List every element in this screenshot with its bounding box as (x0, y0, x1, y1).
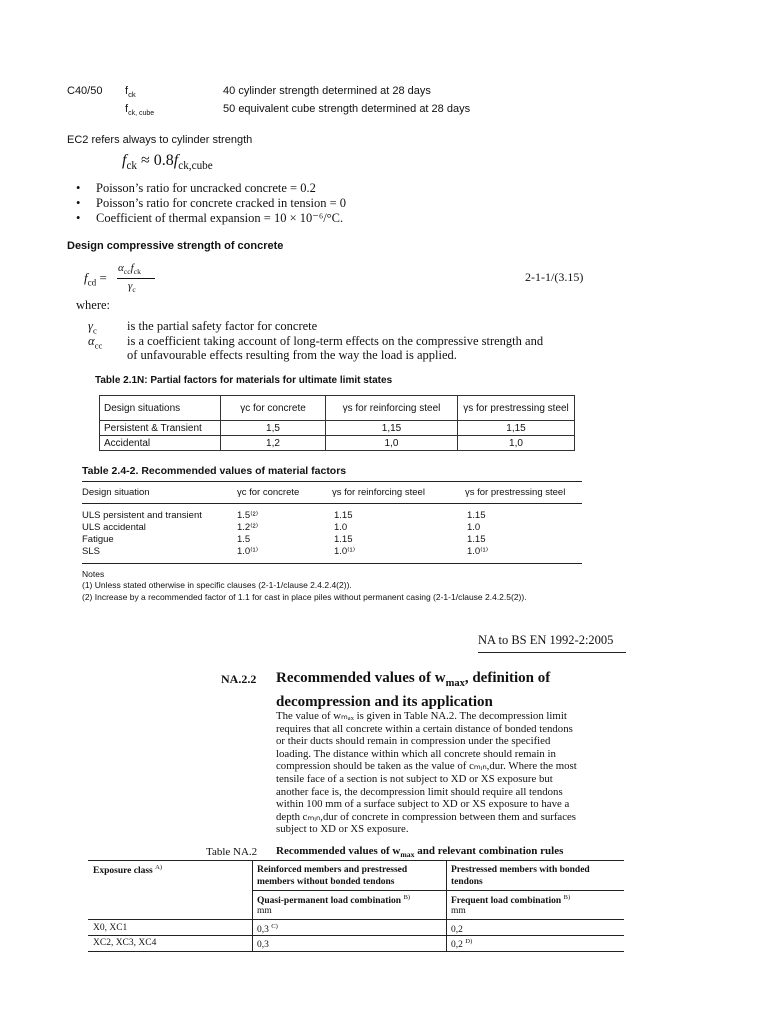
na-col3-subheader: Frequent load combination $^{B)}$ (451, 894, 571, 907)
table-cell: ULS accidental (82, 522, 146, 533)
na-col2-subheader: Quasi-permanent load combination $^{B)}$ (257, 894, 411, 907)
na-para-line: or their ducts should remain in compression under the specified (276, 735, 551, 748)
na-col-divider (252, 860, 253, 951)
bullet-item: • Poisson’s ratio for concrete cracked in tension = 0 (76, 196, 346, 211)
na-table-label: Table NA.2 (206, 846, 258, 858)
table-cell: 1.0⁽¹⁾ (467, 546, 489, 557)
table-cell: 1.2⁽²⁾ (237, 522, 259, 533)
na-row-class: X0, XC1 (93, 923, 128, 933)
gamma-c-symbol: $\gamma_c$ (88, 319, 97, 336)
fck-line (223, 85, 431, 97)
table-242-note-2: (2) Increase by a recommended factor of 1.1 for cast in place piles without permanent casing (2-1-1/clause 2.4.2.5(2)). (82, 592, 527, 602)
table-242-title: Table 2.4-2. Recommended values of material factors (82, 465, 347, 477)
property-bullets (76, 181, 346, 226)
na-para-line: loading. The distance within which all concrete should remain in (276, 747, 556, 760)
na-header-rule (478, 652, 626, 653)
table-cell: 1.0 (334, 522, 348, 533)
na-col3-header: Prestressed members with bonded tendons (451, 865, 590, 887)
fck-cube-line (223, 103, 470, 115)
na-row-rule (88, 935, 624, 936)
fck-cube-value: 50 (223, 103, 236, 115)
alpha-cc-definition-2: of unfavourable effects resulting from the way the load is applied. (127, 348, 457, 362)
na-row-value: 0,2 $^{D)}$ (451, 938, 473, 951)
na-para-line: compression should be taken as the value of cₘᵢₙ,dur. Where the most (276, 760, 577, 773)
table-cell: 1,5 (221, 421, 326, 436)
table-242-header (82, 487, 582, 503)
table-cell: 1.0 (467, 522, 481, 533)
table-cell: 1.5 (237, 534, 251, 545)
table-header-row (100, 396, 575, 421)
fck-cube-desc: equivalent cube strength determined at 28 days (238, 103, 471, 115)
table-header-cell: γs for prestressing steel (458, 396, 575, 421)
table-header-cell: Design situations (100, 396, 221, 421)
table-cell: 1.15 (334, 534, 353, 545)
na-col-divider (446, 860, 447, 951)
na-col1-header: Exposure class $^{A)}$ (93, 864, 163, 877)
table-242-note-1: (1) Unless stated otherwise in specific clauses (2-1-1/clause 2.4.2.4(2)). (82, 580, 352, 590)
table-row (100, 436, 575, 451)
bullet-item: • Poisson’s ratio for uncracked concrete = 0.2 (76, 181, 346, 196)
na-table-bottom-rule (88, 951, 624, 952)
table-cell: 1.0⁽¹⁾ (237, 546, 259, 557)
equation-reference: 2-1-1/(3.15) (525, 270, 584, 284)
table-header-cell: γc for concrete (237, 487, 300, 498)
na-document-header: NA to BS EN 1992-2:2005 (478, 633, 614, 647)
alpha-cc-definition-1: is a coefficient taking account of long-term effects on the compressive strength and (127, 334, 544, 348)
na-row-value: 0,2 (451, 925, 463, 936)
na-para-line: subject to XD or XS exposure. (276, 823, 409, 836)
na-col2-unit: mm (257, 906, 272, 916)
fck-symbol: $f_{ck}$ (125, 85, 136, 100)
table-cell: 1.15 (467, 534, 486, 545)
na-paragraph (276, 710, 626, 836)
na-para-line: within 100 mm of a surface subject to XD or XS exposure to have a (276, 798, 570, 811)
na-header-bottom-rule (88, 919, 624, 920)
na-section-title: Recommended values of $w_{max}$, definition of decompression and its application (276, 670, 551, 710)
na-table-title: Recommended values of $w_{max}$ and relevant combination rules (276, 845, 564, 860)
table-cell: 1,0 (326, 436, 458, 451)
na-subheader-rule (252, 890, 624, 891)
table-header-cell: γc for concrete (221, 396, 326, 421)
bullet-item: • Coefficient of thermal expansion = 10 × 10⁻⁶/°C. (76, 211, 346, 226)
na-para-line: The value of wₘₐₓ is given in Table NA.2. The decompression limit (276, 710, 567, 722)
table-242-top-rule (82, 481, 582, 482)
section-heading: Design compressive strength of concrete (67, 240, 284, 252)
na-section-number: NA.2.2 (221, 672, 257, 686)
fcd-equation: $f_{cd}$ = $\alpha_{cc}f_{ck}$ $\gamma_c$ (84, 262, 174, 294)
table-cell: 1.0⁽¹⁾ (334, 546, 356, 557)
table-header-cell: γs for reinforcing steel (332, 487, 425, 498)
na-para-line: depth cₘᵢₙ,dur of concrete in compression between them and surfaces (276, 810, 577, 823)
na-para-line: tensile face of a section is not subject to XD or XS exposure but (276, 772, 553, 785)
table-cell: Accidental (100, 436, 221, 451)
table-cell: 1,15 (326, 421, 458, 436)
table-cell: 1.5⁽²⁾ (237, 510, 259, 521)
table-row (100, 421, 575, 436)
table-header-cell: γs for prestressing steel (465, 487, 566, 498)
table-cell: 1,15 (458, 421, 575, 436)
fck-desc: cylinder strength determined at 28 days (238, 85, 431, 97)
na-table-top-rule (88, 860, 624, 861)
table-cell: 1.15 (334, 510, 353, 521)
table-cell: Persistent & Transient (100, 421, 221, 436)
na-row-value: 0,3 $^{C)}$ (257, 923, 278, 936)
table-header-cell: γs for reinforcing steel (326, 396, 458, 421)
table-header-cell: Design situation (82, 487, 150, 498)
fck-formula: $f_{ck} \approx 0.8f_{ck,cube}$ (122, 152, 213, 173)
na-row-class: XC2, XC3, XC4 (93, 938, 157, 948)
table-cell: 1.15 (467, 510, 486, 521)
table-cell: SLS (82, 546, 100, 557)
table-cell: Fatigue (82, 534, 114, 545)
na-row-value: 0,3 (257, 940, 269, 951)
na-para-line: requires that all concrete within a certain distance of bonded tendons (276, 722, 573, 735)
alpha-cc-symbol: $\alpha_{cc}$ (88, 334, 103, 351)
table-242-header-rule (82, 503, 582, 504)
concrete-grade: C40/50 (67, 85, 103, 97)
fck-value: 40 (223, 85, 236, 97)
fck-cube-symbol: $f_{ck, cube}$ (125, 103, 155, 118)
table-21n-title: Table 2.1N: Partial factors for materials for ultimate limit states (95, 375, 393, 386)
table-21n (99, 395, 575, 451)
where-label: where: (76, 298, 111, 312)
table-cell: ULS persistent and transient (82, 510, 202, 521)
table-242-notes-title: Notes (82, 569, 105, 579)
na-para-line: another face is, the decompression limit should require all tendons (276, 785, 563, 798)
gamma-c-definition: is the partial safety factor for concrete (127, 319, 318, 333)
table-cell: 1,0 (458, 436, 575, 451)
na-col3-unit: mm (451, 906, 466, 916)
table-242-bottom-rule (82, 563, 582, 564)
table-cell: 1,2 (221, 436, 326, 451)
na-col2-header: Reinforced members and prestressed members without bonded tendons (257, 865, 408, 887)
cylinder-note: EC2 refers always to cylinder strength (67, 134, 253, 146)
